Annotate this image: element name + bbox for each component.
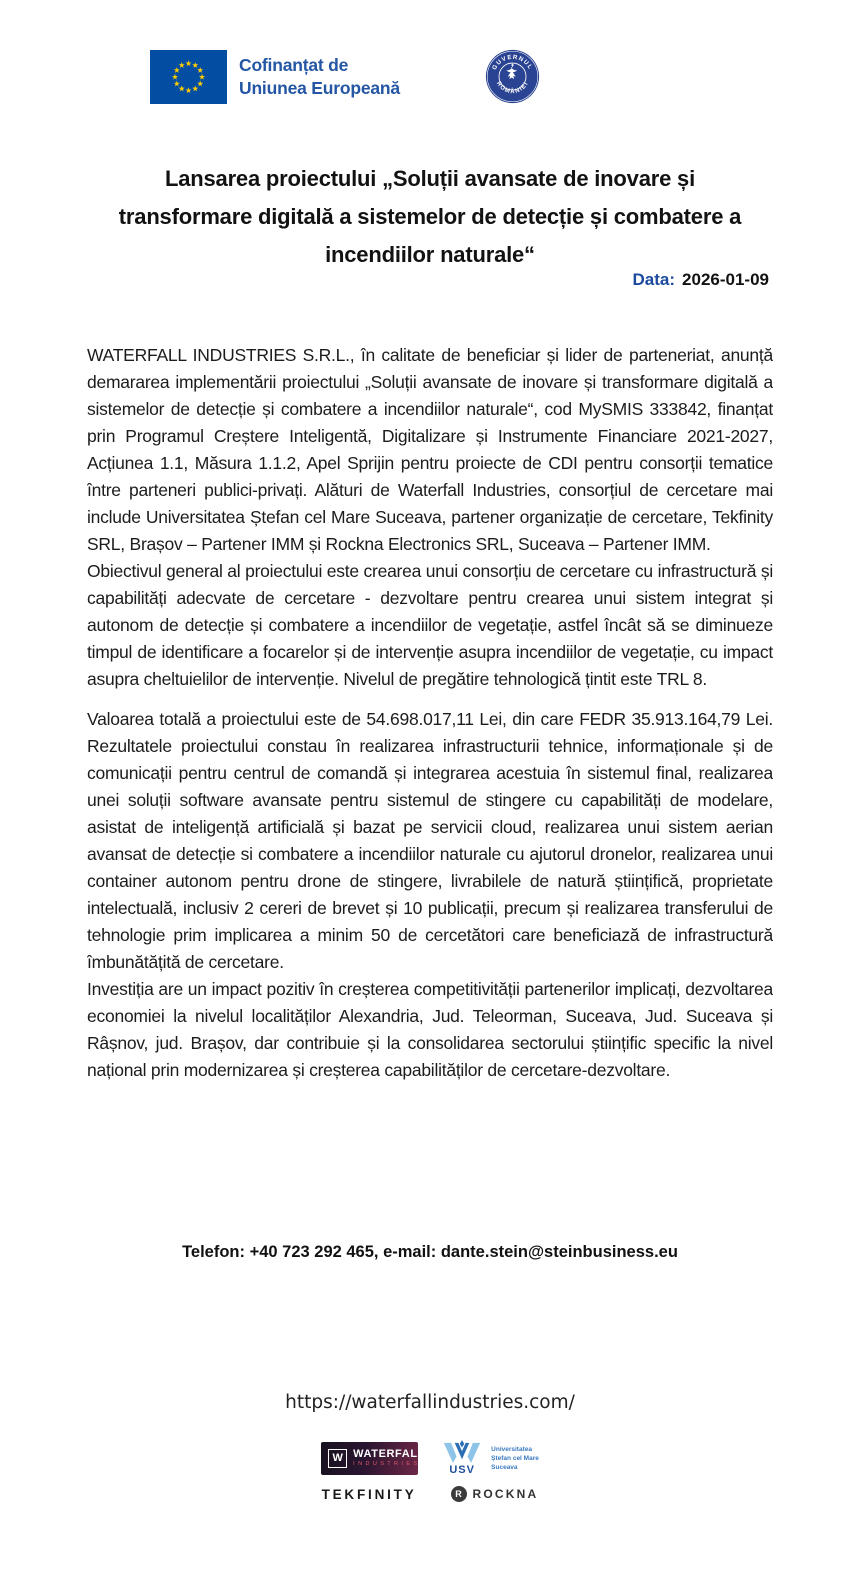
contact-line: Telefon: +40 723 292 465, e-mail: dante.stein@steinbusiness.eu — [182, 1243, 678, 1261]
tekfinity-logo: TEKFINITY — [321, 1486, 417, 1502]
usv-emblem-icon — [442, 1440, 482, 1464]
eu-cofunded-logo — [150, 50, 400, 104]
paragraph-value-results: Valoarea totală a proiectului este de 54.698.017,11 Lei, din care FEDR 35.913.164,79 Lei. Rezultatele proiectului constau în realizarea infrastructurii tehnice, informaționale și de comunicații pentru centrul de comandă și integrarea acestuia în sistemul final, realizarea unei soluții software avansate pentru sistemul de stingere cu capabilități de modelare, asistat de inteligență artificială și bazat pe servicii cloud, realizarea unui sistem aerian avansat de detecție si combatere a incendiilor naturale cu ajutorul dronelor, realizarea unui container autonom pentru drone de stingere, livrabilele de natură științifică, proprietate intelectuală, inclusiv 2 cereri de brevet și 10 publicații, precum și realizarea transferului de tehnologie prim implicarea a minim 50 de cercetători care beneficiază de infrastructură îmbunătățită de cercetare. — [87, 709, 773, 972]
waterfall-logo-name: WATERFALL — [353, 1448, 425, 1460]
seal-text-bottom: ROMÂNIEI — [494, 80, 530, 96]
rockna-logo-name: ROCKNA — [472, 1487, 539, 1501]
paragraph-objective: Obiectivul general al proiectului este crearea unui consorțiu de cercetare cu infrastructură și capabilități adecvate de cercetare - dezvoltare pentru crearea unui sistem integrat și autonom de detecție și combatere a incendiilor de vegetație, astfel încât să se diminueze timpul de identificare a focarelor și de intervenție asupra incendiilor de vegetație, cu impact asupra cheltuielilor de intervenție. Nivelul de pregătire tehnologică țintit este TRL 8. — [87, 561, 773, 689]
usv-name-text: Universitatea Ștefan cel Mare Suceava — [491, 1445, 539, 1471]
date-label: Data: — [632, 270, 676, 289]
paragraph-intro: WATERFALL INDUSTRIES S.R.L., în calitate de beneficiar și lider de parteneriat, anunță demararea implementării proiectului „Soluții avansate de inovare și transformare digitală a sistemelor de detecție și combatere a incendiilor naturale“, cod MySMIS 333842, finanțat prin Programul Creștere Inteligentă, Digitalizare și Instrumente Financiare 2021-2027, Acțiunea 1.1, Măsura 1.1.2, Apel Sprijin pentru proiecte de CDI pentru consorții tematice între parteneri publici-privați. Alături de Waterfall Industries, consorțiul de cercetare mai include Universitatea Ștefan cel Mare Suceava, partener organizație de cercetare, Tekfinity SRL, Brașov – Partener IMM și Rockna Electronics SRL, Suceava – Partener IMM. — [87, 345, 773, 554]
rockna-logo — [451, 1486, 539, 1502]
waterfall-logo-subtitle: INDUSTRIES — [353, 1461, 421, 1467]
document-title: Lansarea proiectului „Soluții avansate de inovare și transformare digitală a sistemelor de detecție și combatere a incendiilor naturale“ — [118, 166, 742, 267]
eu-cofunded-text — [239, 54, 400, 100]
usv-abbreviation: USV — [449, 1464, 475, 1476]
seal-text-top: GUVERNUL — [490, 53, 535, 72]
waterfall-monogram-icon: W — [328, 1449, 347, 1468]
eu-flag-icon — [150, 50, 227, 104]
footer-logos-row-1 — [0, 1440, 860, 1476]
eu-cofunded-line2: Uniunea Europeană — [239, 77, 400, 98]
paragraph-impact: Investiția are un impact pozitiv în creșterea competitivității partenerilor implicați, dezvoltarea economiei la nivelul localităților Alexandria, Jud. Teleorman, Suceava, Jud. Suceava și Râșnov, jud. Brașov, dar contribuie și la consolidarea sectorului științific specific la nivel național prin modernizarea și creșterea capabilităților de cercetare-dezvoltare. — [87, 979, 773, 1080]
footer-logos-row-2 — [0, 1486, 860, 1502]
eu-cofunded-line1: Cofinanțat de — [239, 54, 349, 75]
document-header — [150, 48, 541, 105]
website-url: https://waterfallindustries.com/ — [285, 1392, 575, 1413]
date-value: 2026-01-09 — [682, 270, 769, 289]
usv-university-logo — [442, 1440, 539, 1476]
romanian-government-seal-icon — [484, 48, 541, 105]
date-line — [633, 270, 769, 290]
rockna-monogram-icon: R — [451, 1486, 467, 1502]
document-body — [87, 342, 773, 1234]
waterfall-industries-logo — [321, 1442, 425, 1475]
